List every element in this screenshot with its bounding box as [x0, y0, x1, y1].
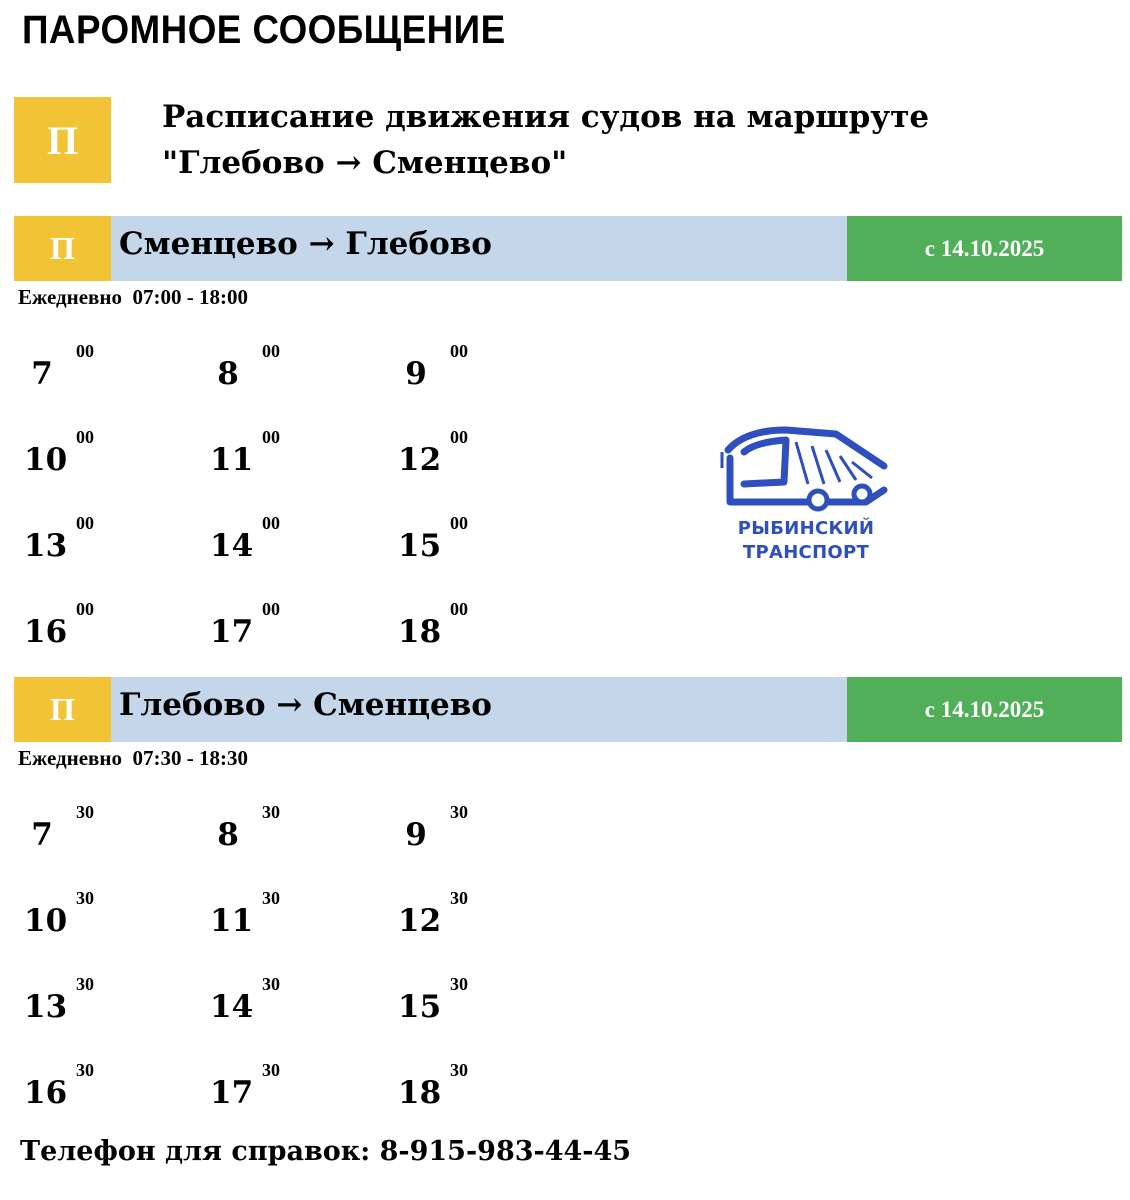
valid-from-date: с 14.10.2025	[847, 216, 1122, 281]
departure-time	[210, 802, 380, 891]
route-description-line2: "Глебово → Сменцево"	[162, 145, 568, 181]
departure-time	[398, 513, 568, 602]
departure-hour: 7	[31, 817, 53, 853]
departure-hour: 14	[210, 528, 254, 564]
departure-hour: 12	[398, 442, 442, 478]
direction-bar-glebovo-smencevo	[14, 677, 1122, 742]
departure-minutes: 30	[450, 1060, 468, 1080]
departure-time	[210, 974, 380, 1063]
valid-from-date: с 14.10.2025	[847, 677, 1122, 742]
direction-bar-smencevo-glebovo	[14, 216, 1122, 281]
phone-info	[20, 1136, 631, 1167]
departure-hour: 9	[405, 356, 427, 392]
departure-minutes: 00	[450, 341, 468, 361]
departure-hour: 10	[24, 442, 68, 478]
bus-icon	[716, 422, 896, 514]
departure-time	[210, 888, 380, 977]
departure-minutes: 30	[262, 974, 280, 994]
departure-minutes: 30	[450, 888, 468, 908]
departure-time	[210, 341, 380, 430]
daily-hours	[18, 285, 248, 310]
departure-hour: 14	[210, 989, 254, 1025]
departure-hour: 7	[31, 356, 53, 392]
departure-minutes: 30	[76, 802, 94, 822]
direction-cell	[111, 677, 847, 742]
departure-hour: 13	[24, 528, 68, 564]
departure-time	[398, 974, 568, 1063]
direction-label: Сменцево → Глебово	[119, 226, 492, 262]
logo-line1: РЫБИНСКИЙ	[737, 518, 875, 539]
departure-hour: 16	[24, 614, 68, 650]
departure-hour: 15	[398, 528, 442, 564]
departure-hour: 16	[24, 1075, 68, 1111]
departure-minutes: 00	[450, 599, 468, 619]
departure-minutes: 00	[76, 341, 94, 361]
departure-minutes: 30	[76, 888, 94, 908]
route-description-line1: Расписание движения судов на маршруте	[162, 99, 930, 135]
page-title: ПАРОМНОЕ СООБЩЕНИЕ	[22, 8, 506, 52]
departure-hour: 11	[210, 903, 254, 939]
daily-label: Ежедневно	[18, 285, 122, 309]
departure-minutes: 00	[76, 599, 94, 619]
logo-line2: ТРАНСПОРТ	[742, 542, 870, 563]
departure-minutes: 00	[450, 513, 468, 533]
route-description	[162, 94, 929, 186]
departure-minutes: 00	[76, 427, 94, 447]
ferry-badge: П	[14, 216, 111, 281]
departure-minutes: 00	[262, 427, 280, 447]
departure-time	[210, 427, 380, 516]
departure-hour: 11	[210, 442, 254, 478]
departure-hour: 17	[210, 614, 254, 650]
departure-minutes: 30	[450, 974, 468, 994]
departure-minutes: 00	[262, 341, 280, 361]
departure-minutes: 30	[450, 802, 468, 822]
departure-hour: 17	[210, 1075, 254, 1111]
departure-grid	[0, 341, 560, 670]
departure-time	[210, 513, 380, 602]
departure-minutes: 30	[262, 802, 280, 822]
departure-minutes: 00	[262, 599, 280, 619]
departure-time	[398, 888, 568, 977]
departure-minutes: 30	[262, 888, 280, 908]
daily-label: Ежедневно	[18, 746, 122, 770]
departure-hour: 10	[24, 903, 68, 939]
departure-time	[398, 599, 568, 688]
ferry-badge: П	[14, 97, 111, 183]
departure-hour: 15	[398, 989, 442, 1025]
departure-minutes: 30	[262, 1060, 280, 1080]
departure-time	[24, 888, 194, 977]
departure-hour: 9	[405, 817, 427, 853]
phone-number: 8-915-983-44-45	[379, 1136, 632, 1167]
departure-minutes: 30	[76, 1060, 94, 1080]
departure-time	[24, 974, 194, 1063]
departure-hour: 8	[217, 817, 239, 853]
rybinsk-transport-logo	[716, 422, 896, 567]
direction-label: Глебово → Сменцево	[119, 687, 492, 723]
daily-hours	[18, 746, 248, 771]
departure-hour: 12	[398, 903, 442, 939]
departure-minutes: 00	[262, 513, 280, 533]
departure-minutes: 30	[76, 974, 94, 994]
departure-hour: 8	[217, 356, 239, 392]
departure-minutes: 00	[76, 513, 94, 533]
departure-hour: 18	[398, 1075, 442, 1111]
departure-time	[24, 513, 194, 602]
departure-time	[24, 802, 194, 891]
ferry-badge: П	[14, 677, 111, 742]
departure-hour: 13	[24, 989, 68, 1025]
daily-range: 07:00 - 18:00	[132, 285, 248, 309]
departure-time	[398, 802, 568, 891]
departure-time	[24, 599, 194, 688]
direction-cell	[111, 216, 847, 281]
departure-hour: 18	[398, 614, 442, 650]
departure-time	[398, 341, 568, 430]
departure-grid	[0, 802, 560, 1131]
departure-time	[24, 427, 194, 516]
daily-range: 07:30 - 18:30	[132, 746, 248, 770]
departure-time	[398, 427, 568, 516]
departure-minutes: 00	[450, 427, 468, 447]
departure-time	[24, 341, 194, 430]
phone-label: Телефон для справок:	[20, 1136, 371, 1167]
departure-time	[210, 599, 380, 688]
